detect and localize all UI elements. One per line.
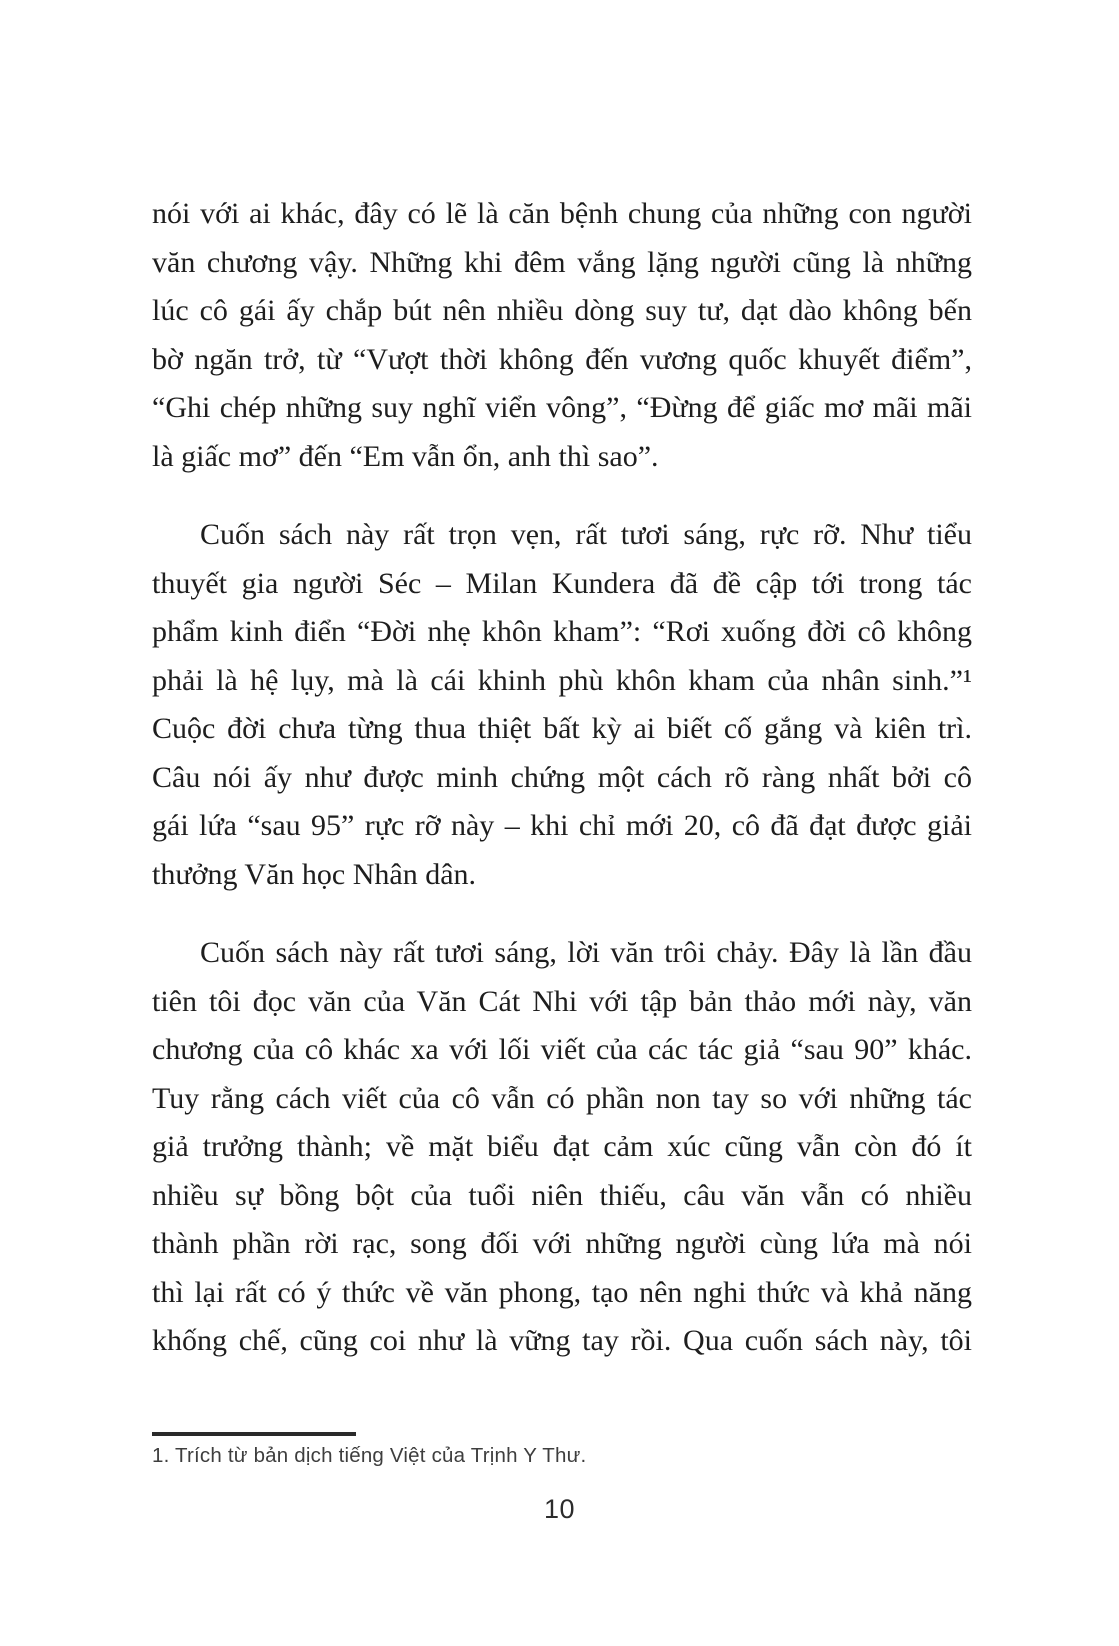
text-line: Cuốn sách này rất tươi sáng, lời văn trôi chảy. Đây là lần đầu [200,936,972,969]
footnote-divider [152,1432,356,1436]
text-line: nói với ai khác, đây có lẽ là căn bệnh chung của những con người [152,197,972,230]
text-line: phải là hệ lụy, mà là cái khinh phù khôn kham của nhân sinh.”¹ [152,663,972,697]
text-line: bờ ngăn trở, từ “Vượt thời không đến vương quốc khuyết điểm”, [152,342,972,376]
page-number: 10 [543,1494,576,1524]
text-line: nhiều sự bồng bột của tuổi niên thiếu, câu văn vẫn có nhiều [152,1178,972,1212]
text-line: thưởng Văn học Nhân dân. [152,857,477,891]
text-line: thành phần rời rạc, song đối với những người cùng lứa mà nói [152,1227,972,1260]
text-line: giả trưởng thành; về mặt biểu đạt cảm xúc cũng vẫn còn đó ít [152,1130,972,1163]
paragraph-2 [152,511,972,899]
paragraph-3 [152,929,972,1366]
body-text [152,190,972,1366]
footnote-text: 1. Trích từ bản dịch tiếng Việt của Trịnh Y Thư. [152,1444,587,1467]
text-line: văn chương vậy. Những khi đêm vắng lặng người cũng là những [152,245,972,279]
text-line: phẩm kinh điển “Đời nhẹ khôn kham”: “Rơi xuống đời cô không [152,615,972,648]
text-line: Câu nói ấy như được minh chứng một cách rõ ràng nhất bởi cô [152,760,972,794]
text-line: Tuy rằng cách viết của cô vẫn có phần non tay so với những tác [152,1081,972,1115]
text-line: tiên tôi đọc văn của Văn Cát Nhi với tập bản thảo mới này, văn [152,984,972,1018]
text-line: là giấc mơ” đến “Em vẫn ổn, anh thì sao”. [152,439,659,473]
text-line: lúc cô gái ấy chắp bút nên nhiều dòng suy tư, dạt dào không bến [152,294,972,327]
paragraph-1 [152,190,972,481]
text-line: Cuốn sách này rất trọn vẹn, rất tươi sáng, rực rỡ. Như tiểu [200,518,972,551]
text-line: khống chế, cũng coi như là vững tay rồi. Qua cuốn sách này, tôi [152,1324,972,1357]
text-line: “Ghi chép những suy nghĩ viển vông”, “Đừng để giấc mơ mãi mãi [152,391,972,424]
text-line: gái lứa “sau 95” rực rỡ này – khi chỉ mới 20, cô đã đạt được giải [152,809,972,842]
text-line: chương của cô khác xa với lối viết của các tác giả “sau 90” khác. [152,1033,972,1066]
text-line: thì lại rất có ý thức về văn phong, tạo nên nghi thức và khả năng [152,1275,972,1309]
text-line: thuyết gia người Séc – Milan Kundera đã đề cập tới trong tác [152,566,972,600]
text-line: Cuộc đời chưa từng thua thiệt bất kỳ ai biết cố gắng và kiên trì. [152,712,972,745]
